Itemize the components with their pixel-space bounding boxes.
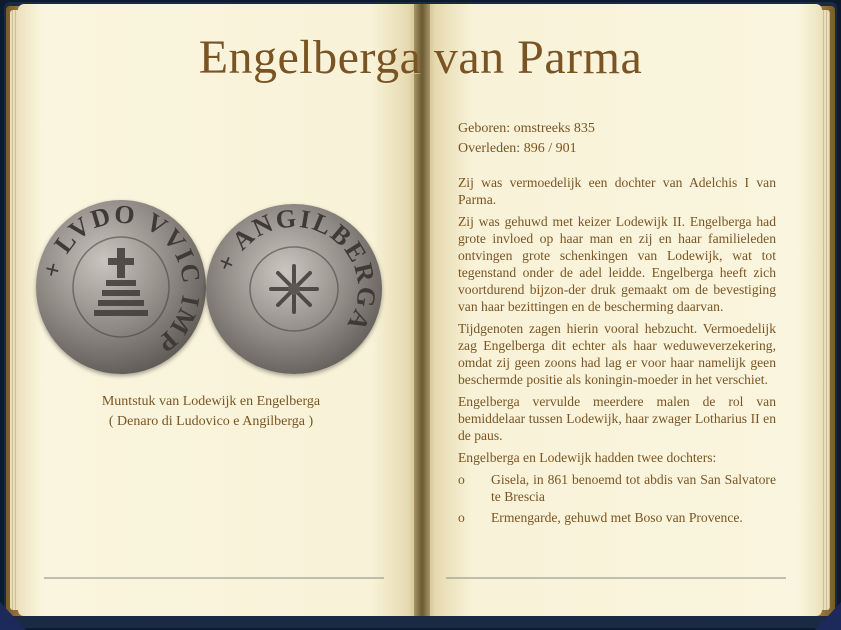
bullet-marker: o <box>458 510 465 525</box>
coin-reverse-art <box>206 204 382 374</box>
death-info: Overleden: 896 / 901 <box>458 141 577 156</box>
paragraph: Tijdgenoten zagen hierin vooral hebzucht. Vermoedelijk zag Engelberga dit echter als haar weduweverzekering, omdat zij geen zoons had lag er voor haar namelijk geen beschermde positie als koningin-moeder in het verschiet. <box>458 321 776 387</box>
coin-reverse <box>206 204 382 374</box>
paragraph: Zij was vermoedelijk een dochter van Adelchis I van Parma. <box>458 175 776 207</box>
right-page-divider <box>446 577 786 579</box>
coin-reverse-legend: + ANGILBERGA <box>210 204 382 338</box>
image-caption-subtitle: ( Denaro di Ludovico e Angilberga ) <box>108 414 314 429</box>
paragraph: Zij was gehuwd met keizer Lodewijk II. Engelberga had grote invloed op haar man en zij en haar familieleden ontvingen grote schenkingen van Lodewijk, wat tot tegenstand onder de adel leidde. Engelberga heeft zich voortdurend bijzon-der druk gemaakt om de bevestiging van haar bezittingen en de bescherming daarvan. <box>458 214 776 314</box>
list-item-text: Ermengarde, gehuwd met Boso van Provence. <box>491 510 743 525</box>
paragraph: Engelberga en Lodewijk hadden twee dochters: <box>458 450 717 465</box>
page-title: Engelberga van Parma <box>198 31 643 84</box>
coin-obverse-art <box>36 200 206 374</box>
paragraph: Engelberga vervulde meerdere malen de rol van bemiddelaar tussen Lodewijk, haar zwager Lotharius II en de paus. <box>458 394 776 443</box>
list-item <box>458 509 776 526</box>
list-item-text: Gisela, in 861 benoemd tot abdis van San Salvatore te Brescia <box>491 472 776 504</box>
image-caption: Muntstuk van Lodewijk en Engelberga <box>101 394 321 409</box>
coin-image <box>36 200 386 378</box>
list-item <box>458 471 776 505</box>
biography-text <box>458 174 776 530</box>
book-spine <box>414 4 430 616</box>
coin-obverse <box>36 200 206 374</box>
coin-obverse-legend: + LVDO VVIC IMP <box>36 200 206 359</box>
left-page-divider <box>44 577 384 579</box>
birth-info: Geboren: omstreeks 835 <box>458 121 595 136</box>
bullet-marker: o <box>458 472 465 487</box>
